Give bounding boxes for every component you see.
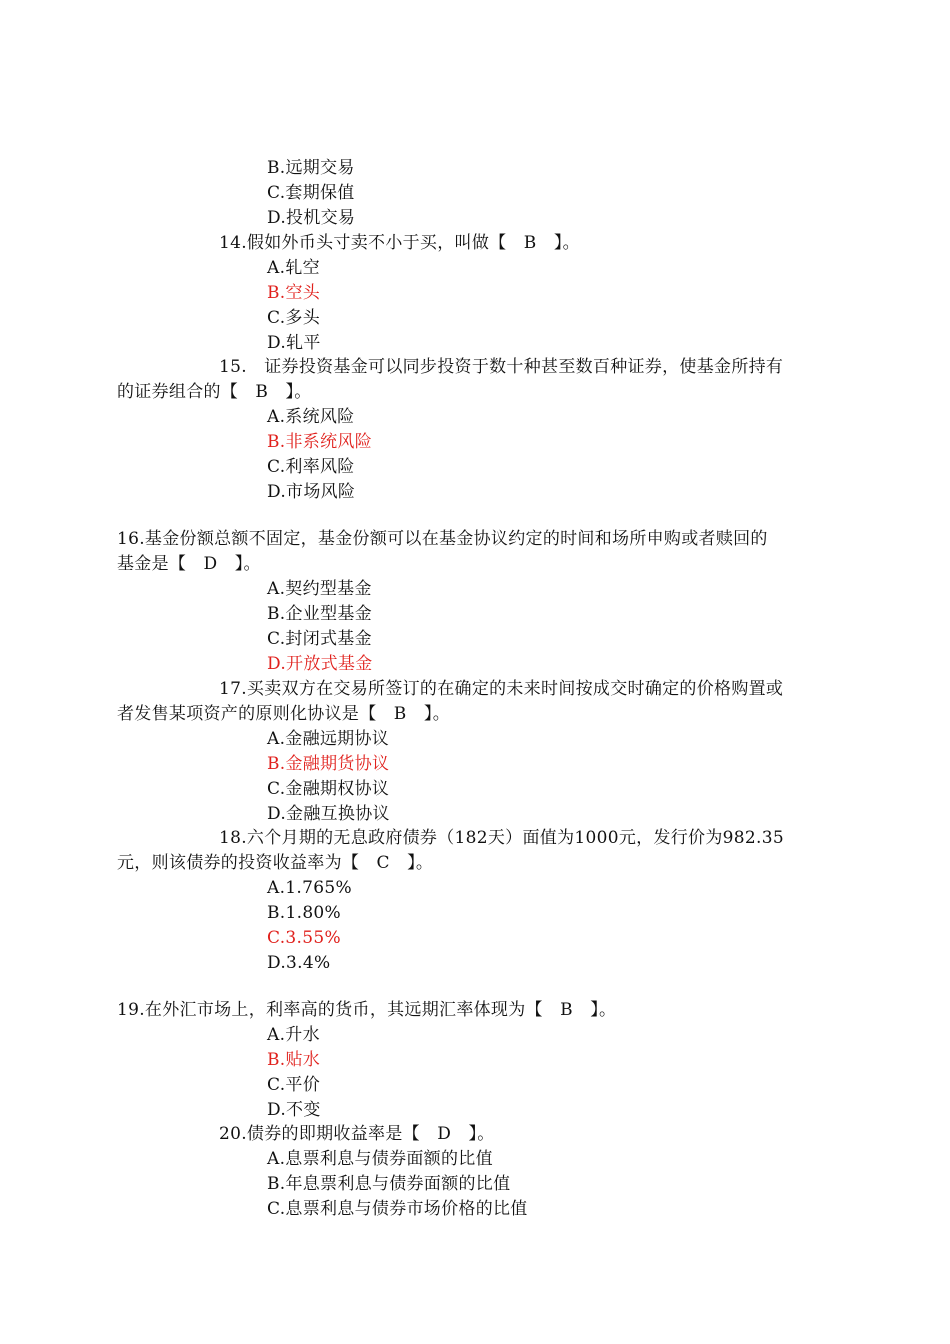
q14-option-c: C.多头 [267, 308, 321, 328]
q14-option-d: D.轧平 [267, 333, 321, 353]
q18-option-a: A.1.765% [267, 878, 352, 898]
q15-option-a: A.系统风险 [267, 407, 355, 427]
q19-option-d: D.不变 [267, 1100, 321, 1120]
q19-option-b-answer: B.贴水 [267, 1050, 321, 1070]
q17-option-a: A.金融远期协议 [267, 729, 390, 749]
q17-option-d: D.金融互换协议 [267, 804, 390, 824]
q19-stem: 19.在外汇市场上，利率高的货币，其远期汇率体现为【 B 】。 [117, 1000, 617, 1020]
q17-stem-line2: 者发售某项资产的原则化协议是【 B 】。 [117, 704, 450, 724]
q16-stem-line1: 16.基金份额总额不固定，基金份额可以在基金协议约定的时间和场所申购或者赎回的 [117, 529, 768, 549]
q19-option-c: C.平价 [267, 1075, 321, 1095]
q14-option-b-answer: B.空头 [267, 283, 321, 303]
q13-option-c: C.套期保值 [267, 183, 355, 203]
q18-option-b: B.1.80% [267, 903, 342, 923]
q20-stem: 20.债券的即期收益率是【 D 】。 [219, 1124, 495, 1144]
q15-option-c: C.利率风险 [267, 457, 355, 477]
q14-option-a: A.轧空 [267, 258, 320, 278]
q16-option-a: A.契约型基金 [267, 579, 372, 599]
q15-option-d: D.市场风险 [267, 482, 356, 502]
q17-option-b-answer: B.金融期货协议 [267, 754, 390, 774]
q13-option-b: B.远期交易 [267, 158, 355, 178]
q18-option-d: D.3.4% [267, 953, 331, 973]
q18-stem-line2: 元，则该债券的投资收益率为【 C 】。 [117, 853, 434, 873]
q13-option-d: D.投机交易 [267, 208, 356, 228]
q15-option-b-answer: B.非系统风险 [267, 432, 372, 452]
q16-option-c: C.封闭式基金 [267, 629, 372, 649]
q17-option-c: C.金融期权协议 [267, 779, 390, 799]
q18-stem-line1: 18.六个月期的无息政府债券（182天）面值为1000元，发行价为982.35 [219, 828, 784, 848]
q16-option-b: B.企业型基金 [267, 604, 372, 624]
q20-option-b: B.年息票利息与债券面额的比值 [267, 1174, 511, 1194]
q16-option-d-answer: D.开放式基金 [267, 654, 373, 674]
q16-stem-line2: 基金是【 D 】。 [117, 554, 261, 574]
q18-option-c-answer: C.3.55% [267, 928, 341, 948]
q15-stem-line1: 15. 证券投资基金可以同步投资于数十种甚至数百种证券，使基金所持有 [219, 357, 784, 377]
q20-option-c: C.息票利息与债券市场价格的比值 [267, 1199, 528, 1219]
q17-stem-line1: 17.买卖双方在交易所签订的在确定的未来时间按成交时确定的价格购置或 [219, 679, 784, 699]
q20-option-a: A.息票利息与债券面额的比值 [267, 1149, 493, 1169]
q14-stem: 14.假如外币头寸卖不小于买，叫做【 B 】。 [219, 233, 580, 253]
q19-option-a: A.升水 [267, 1025, 320, 1045]
q15-stem-line2: 的证券组合的【 B 】。 [117, 382, 312, 402]
